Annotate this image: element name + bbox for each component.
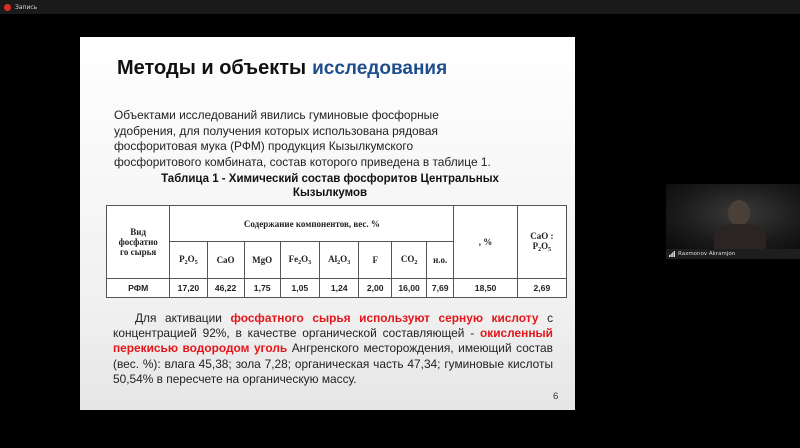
- header-f: F: [359, 242, 392, 279]
- slide-title-accent: исследования: [312, 58, 448, 79]
- slide-title: [117, 57, 447, 80]
- cell-f: 2,00: [359, 279, 392, 298]
- cell-name: РФМ: [107, 279, 170, 298]
- header-percent: , %: [454, 206, 517, 279]
- header-mgo: MgO: [244, 242, 280, 279]
- header-component-content: Содержание компонентов, вес. %: [170, 206, 454, 242]
- cell-p2o5: 17,20: [170, 279, 207, 298]
- cell-fe2o3: 1,05: [280, 279, 319, 298]
- record-icon: [4, 4, 11, 11]
- participant-head: [728, 200, 750, 226]
- header-cao: CaO: [207, 242, 244, 279]
- cell-insoluble: 7,69: [427, 279, 454, 298]
- intro-line: удобрения, для получения которых использована рядовая: [114, 123, 438, 138]
- slide-title-main: Методы и объекты: [117, 57, 307, 79]
- intro-line: фосфоритовая мука (РФМ) продукция Кызылкумского: [114, 139, 414, 153]
- cell-al2o3: 1,24: [320, 279, 359, 298]
- table-row: [107, 279, 567, 298]
- table-caption-line: Таблица 1 - Химический состав фосфоритов Центральных: [161, 173, 499, 185]
- intro-line: фосфоритового комбината, состав которого приведена в таблице 1.: [114, 154, 491, 169]
- cell-percent: 18,50: [454, 279, 517, 298]
- cell-co2: 16,00: [392, 279, 427, 298]
- intro-text: [114, 108, 564, 170]
- table-caption-line: Кызылкумов: [292, 187, 368, 199]
- table-caption: [120, 172, 540, 200]
- recording-bar: [0, 0, 800, 14]
- activation-paragraph: Для активации фосфатного сырья используют серную кислоту с концентрацией 92%, в качестве органической составляющей - окисленный перекисью водородом уголь Ангренского месторождения, имеющий состав (вес. %): влага 45,38; зола 7,28; органическая часть 47,34; гуминовые кислоты 50,54% в пересчете на органическую массу.: [113, 311, 554, 386]
- header-al2o3: $Al_2O_3$: [320, 242, 359, 279]
- participant-body: [714, 224, 766, 252]
- intro-line: Объектами исследований явились гуминовые фосфорные: [114, 108, 439, 122]
- header-p2o5: $P_2O_5$: [170, 242, 207, 279]
- header-raw-material-type: Вид фосфатно го сырья: [107, 206, 170, 279]
- recording-label: Запись: [15, 3, 38, 11]
- highlight-text: окисленный перекисью водородом уголь: [113, 326, 553, 356]
- header-ratio: CaO : $P_2O_5$: [517, 206, 566, 279]
- cell-cao: 46,22: [207, 279, 244, 298]
- header-co2: $CO_2$: [392, 242, 427, 279]
- participant-name: Raxmonov Akramjon: [678, 251, 736, 257]
- cell-mgo: 1,75: [244, 279, 280, 298]
- composition-table: [106, 205, 567, 298]
- participant-video-tile[interactable]: [666, 184, 800, 259]
- header-insoluble: н.о.: [427, 242, 454, 279]
- slide-page-number: 6: [553, 391, 559, 402]
- cell-ratio: 2,69: [517, 279, 566, 298]
- participant-namebar: [666, 249, 800, 259]
- header-fe2o3: $Fe_2O_3$: [280, 242, 319, 279]
- highlight-text: фосфатного сырья используют серную кислоту: [230, 311, 539, 325]
- participant-video: [666, 184, 800, 250]
- presentation-slide: [80, 37, 575, 410]
- signal-icon: [669, 251, 675, 257]
